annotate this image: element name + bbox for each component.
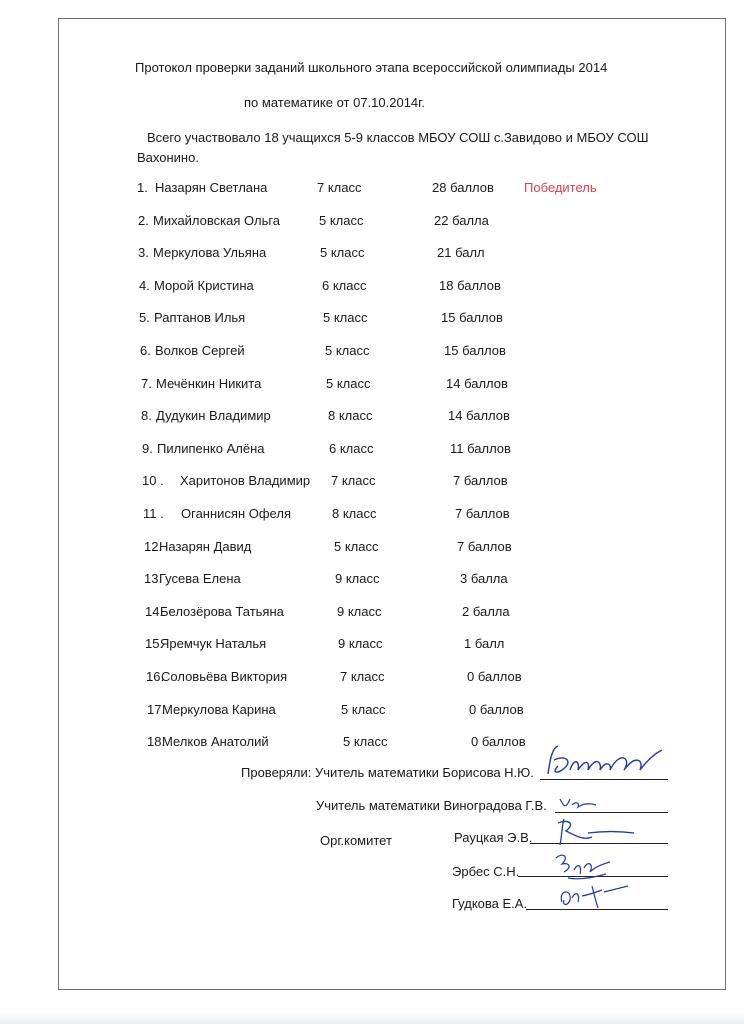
result-number: 12.: [144, 539, 163, 554]
result-grade: 5 класс: [319, 213, 364, 228]
result-number: 4.: [139, 278, 150, 293]
result-score: 18 баллов: [439, 278, 501, 293]
result-student-name: Меркулова Карина: [162, 702, 276, 717]
result-row: [0, 376, 744, 394]
result-student-name: Мелков Анатолий: [162, 734, 269, 749]
result-score: 15 баллов: [444, 343, 506, 358]
signature-borisova: [540, 740, 670, 782]
result-score: 0 баллов: [469, 702, 524, 717]
result-number: 3.: [138, 245, 149, 260]
result-number: 11 .: [143, 506, 164, 521]
document-subtitle: по математике от 07.10.2014г.: [244, 95, 425, 110]
document-intro: Всего участвовало 18 учащихся 5-9 классов МБОУ СОШ с.Завидово и МБОУ СОШ Вахонино.: [137, 130, 649, 165]
checked-by-label: Проверяли: Учитель математики Борисова Н.Ю.: [241, 765, 534, 780]
result-student-name: Харитонов Владимир: [180, 473, 311, 488]
signature-rautskaya: [548, 815, 638, 849]
result-note: Победитель: [524, 180, 597, 195]
result-number: 17.: [147, 702, 166, 717]
result-student-name: Назарян Светлана: [155, 180, 268, 195]
result-grade: 5 класс: [341, 702, 386, 717]
result-score: 0 баллов: [467, 669, 522, 684]
result-score: 14 баллов: [448, 408, 510, 423]
result-student-name: Гусева Елена: [159, 571, 241, 586]
result-score: 7 баллов: [455, 506, 510, 521]
result-student-name: Назарян Давид: [159, 539, 252, 554]
result-number: 1.: [137, 180, 148, 195]
result-number: 13.: [144, 571, 163, 586]
result-row: [0, 343, 744, 361]
result-score: 7 баллов: [453, 473, 508, 488]
result-row: [0, 310, 744, 328]
result-score: 11 баллов: [450, 441, 511, 456]
result-score: 28 баллов: [432, 180, 494, 195]
result-row: [0, 636, 744, 654]
result-student-name: Белозёрова Татьяна: [160, 604, 284, 619]
result-grade: 5 класс: [323, 310, 368, 325]
result-row: [0, 245, 744, 263]
result-number: 14.: [145, 604, 164, 619]
result-student-name: Мечёнкин Никита: [156, 376, 262, 391]
result-grade: 5 класс: [334, 539, 379, 554]
result-score: 7 баллов: [457, 539, 512, 554]
result-student-name: Меркулова Ульяна: [153, 245, 267, 260]
result-score: 21 балл: [437, 245, 485, 260]
result-grade: 6 класс: [322, 278, 367, 293]
result-number: 8.: [141, 408, 152, 423]
result-score: 2 балла: [462, 604, 510, 619]
result-number: 15.: [145, 636, 164, 651]
result-grade: 9 класс: [335, 571, 380, 586]
org-member-3: Гудкова Е.А.: [452, 896, 528, 911]
teacher-2-label: Учитель математики Виноградова Г.В.: [316, 798, 547, 813]
result-row: [0, 213, 744, 231]
scan-bottom-edge: [0, 1012, 744, 1024]
result-student-name: Михайловская Ольга: [153, 213, 281, 228]
result-score: 0 баллов: [471, 734, 526, 749]
result-student-name: Оганнисян Офеля: [181, 506, 291, 521]
result-score: 14 баллов: [446, 376, 508, 391]
result-student-name: Яремчук Наталья: [160, 636, 267, 651]
result-student-name: Волков Сергей: [155, 343, 245, 358]
result-number: 9.: [142, 441, 153, 456]
result-student-name: Соловьёва Виктория: [161, 669, 288, 684]
signature-vinogradova: [556, 793, 606, 813]
signature-erbes: [548, 848, 618, 884]
result-row: [0, 408, 744, 426]
result-number: 18.: [147, 734, 166, 749]
org-member-2: Эрбес С.Н.: [452, 864, 520, 879]
result-student-name: Раптанов Илья: [154, 310, 246, 325]
result-row: [0, 604, 744, 622]
signature-gudkova: [552, 880, 632, 914]
result-row: [0, 180, 744, 198]
org-committee-label: Орг.комитет: [320, 833, 392, 848]
result-score: 15 баллов: [441, 310, 503, 325]
result-grade: 9 класс: [338, 636, 383, 651]
document-title: Протокол проверки заданий школьного этапа всероссийской олимпиады 2014: [135, 60, 608, 75]
result-row: [0, 702, 744, 720]
result-student-name: Дудукин Владимир: [156, 408, 271, 423]
result-score: 3 балла: [460, 571, 508, 586]
result-grade: 7 класс: [331, 473, 376, 488]
result-row: [0, 278, 744, 296]
result-grade: 5 класс: [320, 245, 365, 260]
result-student-name: Пилипенко Алёна: [157, 441, 265, 456]
result-grade: 7 класс: [340, 669, 385, 684]
result-row: [0, 571, 744, 589]
org-member-1: Рауцкая Э.В.: [454, 830, 533, 845]
result-grade: 8 класс: [332, 506, 377, 521]
result-number: 5.: [139, 310, 150, 325]
result-row: [0, 473, 744, 491]
result-number: 6.: [140, 343, 151, 358]
result-score: 1 балл: [464, 636, 505, 651]
result-grade: 5 класс: [343, 734, 388, 749]
result-number: 10 .: [142, 473, 164, 488]
result-grade: 6 класс: [329, 441, 374, 456]
result-row: [0, 669, 744, 687]
result-number: 2.: [138, 213, 149, 228]
result-number: 7.: [141, 376, 152, 391]
result-grade: 5 класс: [325, 343, 370, 358]
result-grade: 7 класс: [317, 180, 362, 195]
result-row: [0, 441, 744, 459]
result-grade: 5 класс: [326, 376, 371, 391]
result-grade: 9 класс: [337, 604, 382, 619]
result-row: [0, 539, 744, 557]
result-student-name: Морой Кристина: [154, 278, 254, 293]
result-number: 16.: [146, 669, 165, 684]
result-score: 22 балла: [434, 213, 489, 228]
result-grade: 8 класс: [328, 408, 373, 423]
result-row: [0, 506, 744, 524]
